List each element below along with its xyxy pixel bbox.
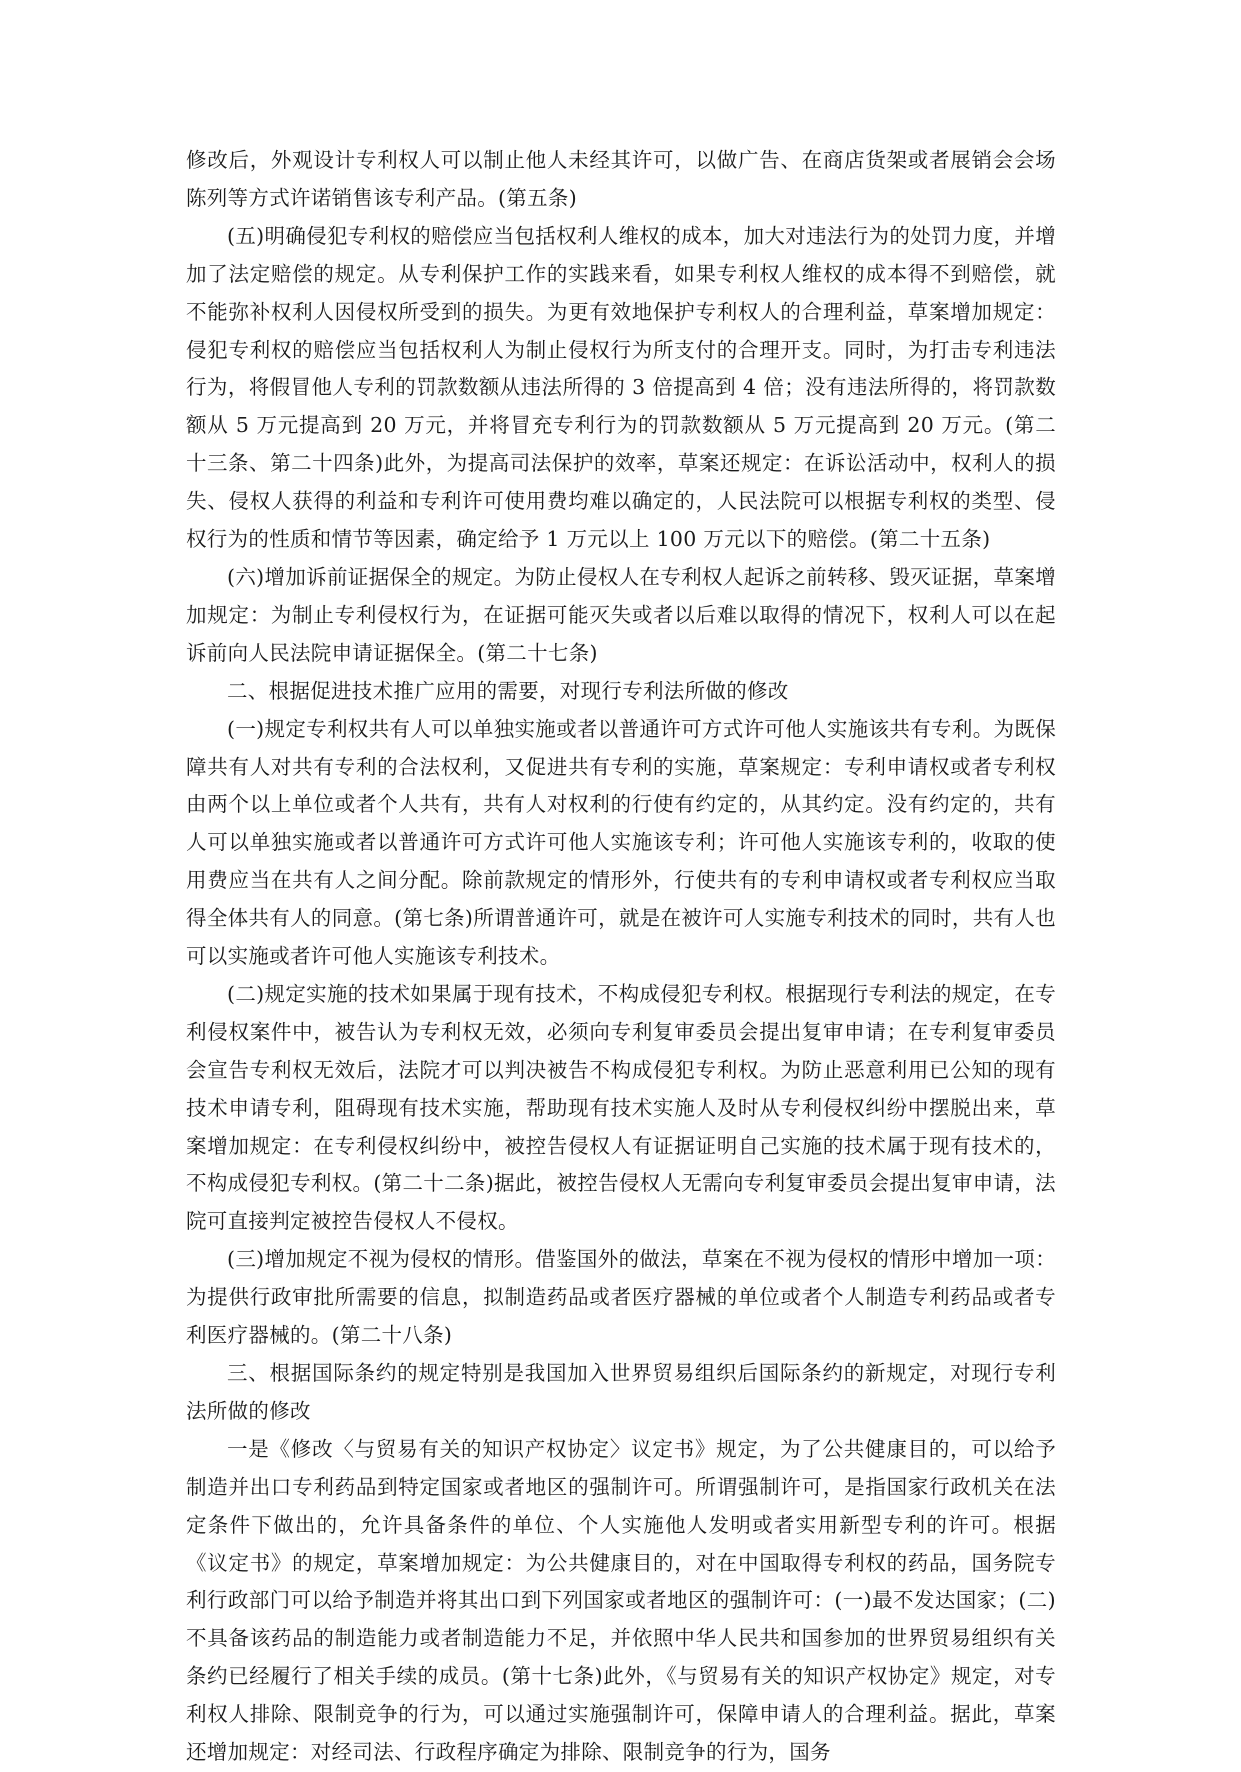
section-heading-2: 二、根据促进技术推广应用的需要，对现行专利法所做的修改: [227, 678, 789, 703]
paragraph-1: 修改后，外观设计专利权人可以制止他人未经其许可，以做广告、在商店货架或者展销会会场陈列等方式许诺销售该专利产品。(第五条): [186, 148, 1056, 210]
paragraph-6: (二)规定实施的技术如果属于现有技术，不构成侵犯专利权。根据现行专利法的规定，在专利侵权案件中，被告认为专利权无效，必须向专利复审委员会提出复审申请；在专利复审委员会宣告专利权无效后，法院才可以判决被告不构成侵犯专利权。为防止恶意利用已公知的现有技术申请专利，阻碍现有技术实施，帮助现有技术实施人及时从专利侵权纠纷中摆脱出来，草案增加规定：在专利侵权纠纷中，被控告侵权人有证据证明自己实施的技术属于现有技术的，不构成侵犯专利权。(第二十二条)据此，被控告侵权人无需向专利复审委员会提出复审申请，法院可直接判定被控告侵权人不侵权。: [186, 981, 1056, 1234]
paragraph-3: (六)增加诉前证据保全的规定。为防止侵权人在专利权人起诉之前转移、毁灭证据，草案增加规定：为制止专利侵权行为，在证据可能灭失或者以后难以取得的情况下，权利人可以在起诉前向人民法院申请证据保全。(第二十七条): [186, 564, 1056, 665]
paragraph-2: (五)明确侵犯专利权的赔偿应当包括权利人维权的成本，加大对违法行为的处罚力度，并增加了法定赔偿的规定。从专利保护工作的实践来看，如果专利权人维权的成本得不到赔偿，就不能弥补权利人因侵权所受到的损失。为更有效地保护专利权人的合理利益，草案增加规定：侵犯专利权的赔偿应当包括权利人为制止侵权行为所支付的合理开支。同时，为打击专利违法行为，将假冒他人专利的罚款数额从违法所得的 3 倍提高到 4 倍；没有违法所得的，将罚款数额从 5 万元提高到 20 万元，并将冒充专利行为的罚款数额从 5 万元提高到 20 万元。(第二十三条、第二十四条)此外，为提高司法保护的效率，草案还规定：在诉讼活动中，权利人的损失、侵权人获得的利益和专利许可使用费均难以确定的，人民法院可以根据专利权的类型、侵权行为的性质和情节等因素，确定给予 1 万元以上 100 万元以下的赔偿。(第二十五条): [186, 223, 1056, 552]
paragraph-9: 一是《修改〈与贸易有关的知识产权协定〉议定书》规定，为了公共健康目的，可以给予制造并出口专利药品到特定国家或者地区的强制许可。所谓强制许可，是指国家行政机关在法定条件下做出的，允许具备条件的单位、个人实施他人发明或者实用新型专利的许可。根据《议定书》的规定，草案增加规定：为公共健康目的，对在中国取得专利权的药品，国务院专利行政部门可以给予制造并将其出口到下列国家或者地区的强制许可：(一)最不发达国家；(二)不具备该药品的制造能力或者制造能力不足，并依照中华人民共和国参加的世界贸易组织有关条约已经履行了相关手续的成员。(第十七条)此外，《与贸易有关的知识产权协定》规定，对专利权人排除、限制竞争的行为，可以通过实施强制许可，保障申请人的合理利益。据此，草案还增加规定：对经司法、行政程序确定为排除、限制竞争的行为，国务: [186, 1436, 1056, 1765]
paragraph-5: (一)规定专利权共有人可以单独实施或者以普通许可方式许可他人实施该共有专利。为既保障共有人对共有专利的合法权利，又促进共有专利的实施，草案规定：专利申请权或者专利权由两个以上单位或者个人共有，共有人对权利的行使有约定的，从其约定。没有约定的，共有人可以单独实施或者以普通许可方式许可他人实施该专利；许可他人实施该专利的，收取的使用费应当在共有人之间分配。除前款规定的情形外，行使共有的专利申请权或者专利权应当取得全体共有人的同意。(第七条)所谓普通许可，就是在被许可人实施专利技术的同时，共有人也可以实施或者许可他人实施该专利技术。: [186, 716, 1056, 969]
paragraph-7: (三)增加规定不视为侵权的情形。借鉴国外的做法，草案在不视为侵权的情形中增加一项：为提供行政审批所需要的信息，拟制造药品或者医疗器械的单位或者个人制造专利药品或者专利医疗器械的。(第二十八条): [186, 1247, 1056, 1348]
section-heading-3: 三、根据国际条约的规定特别是我国加入世界贸易组织后国际条约的新规定，对现行专利法所做的修改: [186, 1361, 1056, 1423]
document-page: [186, 142, 1056, 1772]
